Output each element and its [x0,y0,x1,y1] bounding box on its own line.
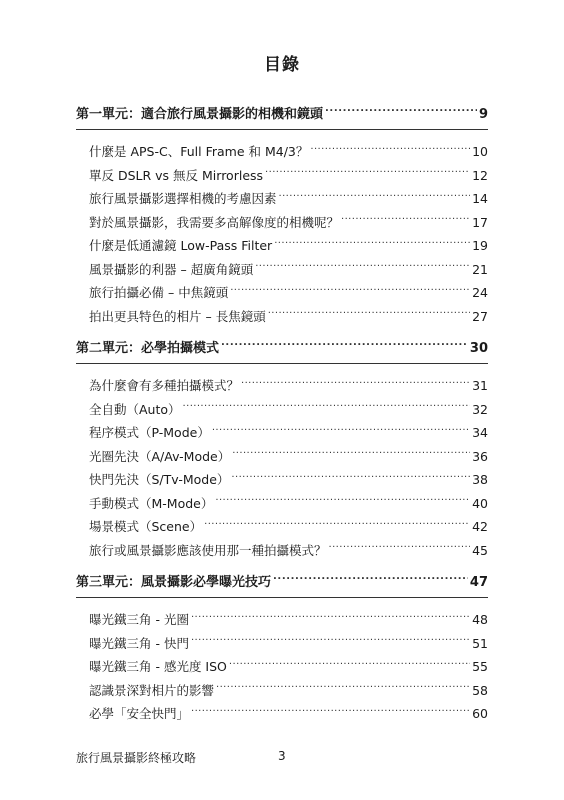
entry-title: 全自動（Auto） [89,401,181,417]
toc-entry[interactable] [76,492,488,516]
entry-page-number: 32 [472,401,488,417]
entry-page-number: 55 [472,659,488,674]
toc-entry[interactable] [76,679,488,703]
entry-title: 程序模式（P-Mode） [89,425,210,440]
entry-title: 旅行風景攝影選擇相機的考慮因素 [89,191,277,206]
page-title: 目錄 [264,55,300,75]
toc-entry[interactable] [76,281,488,305]
table-of-contents [76,104,488,726]
entry-title: 旅行或風景攝影應該使用那一種拍攝模式？ [89,542,327,558]
entry-page-number: 21 [472,261,488,277]
dot-leader [310,144,470,157]
chapter-3 [76,572,488,726]
entry-title: 拍出更具特色的相片 – 長焦鏡頭 [89,308,266,324]
entry-title: 旅行拍攝必備 – 中焦鏡頭 [89,285,229,300]
dot-leader [212,425,470,438]
dot-leader [191,706,470,719]
entry-title: 什麼是低通濾鏡 Low-Pass Filter [89,238,273,253]
chapter-title: 第三單元：風景攝影必學曝光技巧 [76,575,272,590]
dot-leader [221,339,468,352]
dot-leader [231,472,470,485]
chapter-heading[interactable] [76,572,488,594]
toc-entry[interactable] [76,539,488,563]
entry-page-number: 12 [472,167,488,183]
chapter-page-number: 47 [469,575,488,590]
footer-page-number: 3 [278,749,286,763]
dot-leader [279,191,471,204]
chapter-1 [76,104,488,328]
chapter-2 [76,338,488,562]
toc-entry[interactable] [76,398,488,422]
chapter-underline [76,363,488,364]
chapter-underline [76,597,488,598]
entry-title: 什麼是 APS-C、Full Frame 和 M4/3？ [89,144,309,159]
toc-entry[interactable] [76,445,488,469]
entry-page-number: 38 [472,472,488,487]
dot-leader [241,378,470,391]
entry-page-number: 17 [472,214,488,230]
toc-entry[interactable] [76,468,488,492]
entry-title: 曝光鐵三角 - 快門 [89,635,189,651]
dot-leader [329,542,471,555]
entry-title: 對於風景攝影，我需要多高解像度的相機呢？ [89,214,340,230]
entry-page-number: 10 [472,144,488,159]
entry-title: 必學「安全快門」 [89,706,190,721]
chapter-heading[interactable] [76,338,488,360]
toc-entry[interactable] [76,140,488,164]
toc-entry[interactable] [76,608,488,632]
entry-title: 為什麼會有多種拍攝模式？ [89,378,240,393]
chapter-title: 第二單元：必學拍攝模式 [76,341,220,356]
toc-entry[interactable] [76,702,488,726]
dot-leader [215,495,470,508]
entry-page-number: 60 [472,706,488,721]
toc-entry[interactable] [76,211,488,235]
entry-page-number: 31 [472,378,488,393]
entry-page-number: 19 [472,238,488,253]
toc-entry[interactable] [76,164,488,188]
toc-entry[interactable] [76,234,488,258]
entry-page-number: 40 [472,495,488,511]
entry-title: 單反 DSLR vs 無反 Mirrorless [89,167,264,183]
entry-page-number: 45 [472,542,488,558]
dot-leader [204,519,470,532]
dot-leader [191,635,470,648]
entry-title: 手動模式（M-Mode） [89,495,214,511]
entry-title: 認識景深對相片的影響 [89,682,215,698]
entry-page-number: 48 [472,612,488,627]
entry-page-number: 14 [472,191,488,206]
entry-title: 光圈先決（A/Av-Mode） [89,448,231,464]
chapter-spacer [76,328,488,338]
dot-leader [273,573,468,586]
dot-leader [216,682,470,695]
entry-page-number: 27 [472,308,488,324]
chapter-page-number: 9 [478,107,488,122]
dot-leader [230,285,470,298]
chapter-spacer [76,562,488,572]
entry-page-number: 58 [472,682,488,698]
dot-leader [229,659,470,672]
toc-entry[interactable] [76,374,488,398]
entry-title: 曝光鐵三角 - 感光度 ISO [89,659,227,674]
entry-page-number: 51 [472,635,488,651]
toc-entry[interactable] [76,655,488,679]
chapter-underline [76,129,488,130]
entry-page-number: 42 [472,519,488,534]
entry-title: 曝光鐵三角 - 光圈 [89,612,189,627]
dot-leader [274,238,470,251]
toc-entry[interactable] [76,515,488,539]
footer-book-title: 旅行風景攝影終極攻略 [76,751,197,765]
dot-leader [341,214,470,227]
entry-page-number: 36 [472,448,488,464]
toc-entry[interactable] [76,421,488,445]
dot-leader [183,401,471,414]
dot-leader [268,308,470,321]
chapter-title: 第一單元：適合旅行風景攝影的相機和鏡頭 [76,107,324,122]
chapter-page-number: 30 [469,341,488,356]
toc-entry[interactable] [76,632,488,656]
dot-leader [255,261,470,274]
entry-title: 快門先決（S/Tv-Mode） [89,472,230,487]
dot-leader [191,612,470,625]
dot-leader [325,105,477,118]
toc-entry[interactable] [76,305,488,329]
toc-entry[interactable] [76,258,488,282]
entry-title: 風景攝影的利器 – 超廣角鏡頭 [89,261,254,277]
dot-leader [265,167,470,180]
chapter-heading[interactable] [76,104,488,126]
toc-entry[interactable] [76,187,488,211]
dot-leader [232,448,470,461]
entry-title: 場景模式（Scene） [89,519,203,534]
entry-page-number: 34 [472,425,488,440]
entry-page-number: 24 [472,285,488,300]
